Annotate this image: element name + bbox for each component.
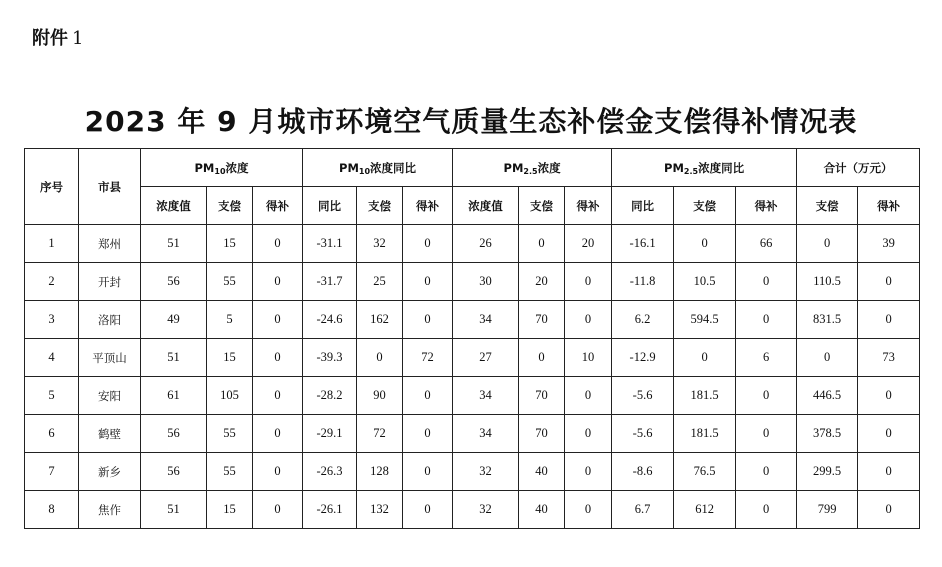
value-cell: 0 bbox=[357, 339, 403, 377]
value-cell: -24.6 bbox=[303, 301, 357, 339]
value-cell: 162 bbox=[357, 301, 403, 339]
value-cell: 799 bbox=[797, 491, 858, 529]
value-cell: 0 bbox=[674, 339, 736, 377]
value-cell: 0 bbox=[403, 415, 453, 453]
value-cell: 299.5 bbox=[797, 453, 858, 491]
value-cell: 5 bbox=[207, 301, 253, 339]
value-cell: 51 bbox=[141, 491, 207, 529]
value-cell: 0 bbox=[797, 339, 858, 377]
seq-cell: 7 bbox=[25, 453, 79, 491]
header-pm10-yoy bbox=[303, 149, 453, 187]
value-cell: 0 bbox=[858, 301, 920, 339]
table-row bbox=[25, 225, 920, 263]
value-cell: 0 bbox=[253, 263, 303, 301]
value-cell: -26.1 bbox=[303, 491, 357, 529]
value-cell: 378.5 bbox=[797, 415, 858, 453]
value-cell: 10.5 bbox=[674, 263, 736, 301]
table-row bbox=[25, 339, 920, 377]
value-cell: 90 bbox=[357, 377, 403, 415]
value-cell: 0 bbox=[858, 377, 920, 415]
value-cell: 0 bbox=[858, 453, 920, 491]
value-cell: 0 bbox=[403, 377, 453, 415]
value-cell: 20 bbox=[519, 263, 565, 301]
table-row bbox=[25, 491, 920, 529]
attachment-label bbox=[32, 24, 83, 50]
header-total: 合计（万元） bbox=[797, 149, 920, 187]
value-cell: 27 bbox=[453, 339, 519, 377]
header-city: 市县 bbox=[79, 149, 141, 225]
header-pm25-yoy-base: PM bbox=[664, 160, 684, 175]
seq-cell: 2 bbox=[25, 263, 79, 301]
value-cell: 10 bbox=[565, 339, 612, 377]
value-cell: 0 bbox=[253, 225, 303, 263]
value-cell: 15 bbox=[207, 225, 253, 263]
value-cell: 0 bbox=[253, 453, 303, 491]
value-cell: 0 bbox=[736, 453, 797, 491]
city-cell: 鹤壁 bbox=[79, 415, 141, 453]
value-cell: 56 bbox=[141, 263, 207, 301]
value-cell: 15 bbox=[207, 339, 253, 377]
city-cell: 开封 bbox=[79, 263, 141, 301]
value-cell: 110.5 bbox=[797, 263, 858, 301]
value-cell: 0 bbox=[797, 225, 858, 263]
subheader-cell: 支偿 bbox=[207, 187, 253, 225]
value-cell: 55 bbox=[207, 415, 253, 453]
value-cell: 40 bbox=[519, 491, 565, 529]
subheader-cell: 浓度值 bbox=[453, 187, 519, 225]
value-cell: -5.6 bbox=[612, 415, 674, 453]
header-pm10-suffix: 浓度 bbox=[225, 160, 249, 175]
page-title: 2023 年 9 月城市环境空气质量生态补偿金支偿得补情况表 bbox=[84, 105, 858, 138]
subheader-cell: 支偿 bbox=[519, 187, 565, 225]
value-cell: 76.5 bbox=[674, 453, 736, 491]
value-cell: 0 bbox=[858, 491, 920, 529]
value-cell: 34 bbox=[453, 415, 519, 453]
city-cell: 新乡 bbox=[79, 453, 141, 491]
value-cell: 0 bbox=[253, 415, 303, 453]
header-pm25 bbox=[453, 149, 612, 187]
value-cell: 831.5 bbox=[797, 301, 858, 339]
value-cell: 0 bbox=[565, 301, 612, 339]
value-cell: 20 bbox=[565, 225, 612, 263]
table-row bbox=[25, 377, 920, 415]
value-cell: 56 bbox=[141, 415, 207, 453]
value-cell: 61 bbox=[141, 377, 207, 415]
value-cell: 30 bbox=[453, 263, 519, 301]
subheader-cell: 浓度值 bbox=[141, 187, 207, 225]
value-cell: 39 bbox=[858, 225, 920, 263]
value-cell: -16.1 bbox=[612, 225, 674, 263]
seq-cell: 1 bbox=[25, 225, 79, 263]
value-cell: 26 bbox=[453, 225, 519, 263]
value-cell: 0 bbox=[736, 415, 797, 453]
value-cell: 0 bbox=[674, 225, 736, 263]
attachment-text: 附件 bbox=[32, 28, 68, 49]
seq-cell: 8 bbox=[25, 491, 79, 529]
value-cell: 105 bbox=[207, 377, 253, 415]
value-cell: -39.3 bbox=[303, 339, 357, 377]
header-pm25-yoy bbox=[612, 149, 797, 187]
table-row bbox=[25, 415, 920, 453]
value-cell: 594.5 bbox=[674, 301, 736, 339]
value-cell: 73 bbox=[858, 339, 920, 377]
value-cell: 0 bbox=[736, 263, 797, 301]
table-row bbox=[25, 263, 920, 301]
value-cell: -12.9 bbox=[612, 339, 674, 377]
value-cell: 0 bbox=[565, 415, 612, 453]
value-cell: 0 bbox=[519, 339, 565, 377]
value-cell: 132 bbox=[357, 491, 403, 529]
value-cell: 55 bbox=[207, 453, 253, 491]
value-cell: 32 bbox=[453, 453, 519, 491]
table-row bbox=[25, 301, 920, 339]
value-cell: -31.1 bbox=[303, 225, 357, 263]
table-body bbox=[25, 225, 920, 529]
value-cell: 51 bbox=[141, 225, 207, 263]
value-cell: 56 bbox=[141, 453, 207, 491]
header-seq: 序号 bbox=[25, 149, 79, 225]
city-cell: 洛阳 bbox=[79, 301, 141, 339]
header-pm10-yoy-suffix: 浓度同比 bbox=[370, 160, 417, 175]
subheader-cell: 得补 bbox=[858, 187, 920, 225]
value-cell: 181.5 bbox=[674, 415, 736, 453]
header-pm10-sub: 10 bbox=[214, 166, 226, 176]
value-cell: 72 bbox=[403, 339, 453, 377]
value-cell: 32 bbox=[453, 491, 519, 529]
value-cell: -29.1 bbox=[303, 415, 357, 453]
value-cell: 6 bbox=[736, 339, 797, 377]
header-row-group bbox=[25, 149, 920, 187]
value-cell: 0 bbox=[565, 377, 612, 415]
value-cell: -8.6 bbox=[612, 453, 674, 491]
header-pm10-yoy-sub: 10 bbox=[358, 166, 371, 176]
value-cell: -11.8 bbox=[612, 263, 674, 301]
header-pm25-suffix: 浓度 bbox=[537, 160, 561, 175]
value-cell: 49 bbox=[141, 301, 207, 339]
value-cell: 34 bbox=[453, 377, 519, 415]
seq-cell: 6 bbox=[25, 415, 79, 453]
subheader-cell: 得补 bbox=[565, 187, 612, 225]
value-cell: 6.7 bbox=[612, 491, 674, 529]
value-cell: 0 bbox=[403, 301, 453, 339]
seq-cell: 5 bbox=[25, 377, 79, 415]
value-cell: 0 bbox=[253, 301, 303, 339]
value-cell: 0 bbox=[858, 415, 920, 453]
subheader-cell: 支偿 bbox=[357, 187, 403, 225]
value-cell: 72 bbox=[357, 415, 403, 453]
value-cell: 0 bbox=[253, 339, 303, 377]
value-cell: 15 bbox=[207, 491, 253, 529]
value-cell: 66 bbox=[736, 225, 797, 263]
value-cell: 612 bbox=[674, 491, 736, 529]
value-cell: 0 bbox=[736, 377, 797, 415]
subheader-cell: 得补 bbox=[253, 187, 303, 225]
value-cell: 0 bbox=[403, 263, 453, 301]
header-row-sub bbox=[25, 187, 920, 225]
value-cell: 181.5 bbox=[674, 377, 736, 415]
value-cell: -28.2 bbox=[303, 377, 357, 415]
subheader-cell: 支偿 bbox=[674, 187, 736, 225]
value-cell: 0 bbox=[253, 377, 303, 415]
value-cell: 6.2 bbox=[612, 301, 674, 339]
city-cell: 焦作 bbox=[79, 491, 141, 529]
value-cell: 40 bbox=[519, 453, 565, 491]
subheader-cell: 得补 bbox=[403, 187, 453, 225]
city-cell: 平顶山 bbox=[79, 339, 141, 377]
value-cell: 0 bbox=[736, 301, 797, 339]
seq-cell: 4 bbox=[25, 339, 79, 377]
header-pm25-yoy-sub: 2.5 bbox=[683, 166, 699, 176]
header-pm10-base: PM bbox=[194, 160, 215, 175]
subheader-cell: 同比 bbox=[612, 187, 674, 225]
header-pm25-yoy-suffix: 浓度同比 bbox=[698, 160, 745, 175]
value-cell: 70 bbox=[519, 377, 565, 415]
header-pm25-base: PM bbox=[503, 160, 524, 175]
header-pm10 bbox=[141, 149, 303, 187]
value-cell: 32 bbox=[357, 225, 403, 263]
header-pm25-sub: 2.5 bbox=[523, 166, 538, 176]
value-cell: 0 bbox=[858, 263, 920, 301]
city-cell: 安阳 bbox=[79, 377, 141, 415]
attachment-number: 1 bbox=[72, 28, 84, 49]
value-cell: -31.7 bbox=[303, 263, 357, 301]
seq-cell: 3 bbox=[25, 301, 79, 339]
value-cell: 0 bbox=[403, 453, 453, 491]
value-cell: 0 bbox=[565, 453, 612, 491]
value-cell: 0 bbox=[565, 263, 612, 301]
city-cell: 郑州 bbox=[79, 225, 141, 263]
value-cell: 51 bbox=[141, 339, 207, 377]
value-cell: 70 bbox=[519, 301, 565, 339]
value-cell: 25 bbox=[357, 263, 403, 301]
value-cell: 0 bbox=[253, 491, 303, 529]
header-pm10-yoy-base: PM bbox=[339, 160, 359, 175]
subheader-cell: 得补 bbox=[736, 187, 797, 225]
value-cell: 55 bbox=[207, 263, 253, 301]
value-cell: -5.6 bbox=[612, 377, 674, 415]
value-cell: 0 bbox=[565, 491, 612, 529]
subheader-cell: 同比 bbox=[303, 187, 357, 225]
table-row bbox=[25, 453, 920, 491]
value-cell: 70 bbox=[519, 415, 565, 453]
compensation-table bbox=[24, 148, 920, 529]
value-cell: 0 bbox=[403, 225, 453, 263]
value-cell: 128 bbox=[357, 453, 403, 491]
value-cell: 0 bbox=[519, 225, 565, 263]
value-cell: 0 bbox=[736, 491, 797, 529]
value-cell: 0 bbox=[403, 491, 453, 529]
value-cell: 446.5 bbox=[797, 377, 858, 415]
value-cell: 34 bbox=[453, 301, 519, 339]
value-cell: -26.3 bbox=[303, 453, 357, 491]
subheader-cell: 支偿 bbox=[797, 187, 858, 225]
